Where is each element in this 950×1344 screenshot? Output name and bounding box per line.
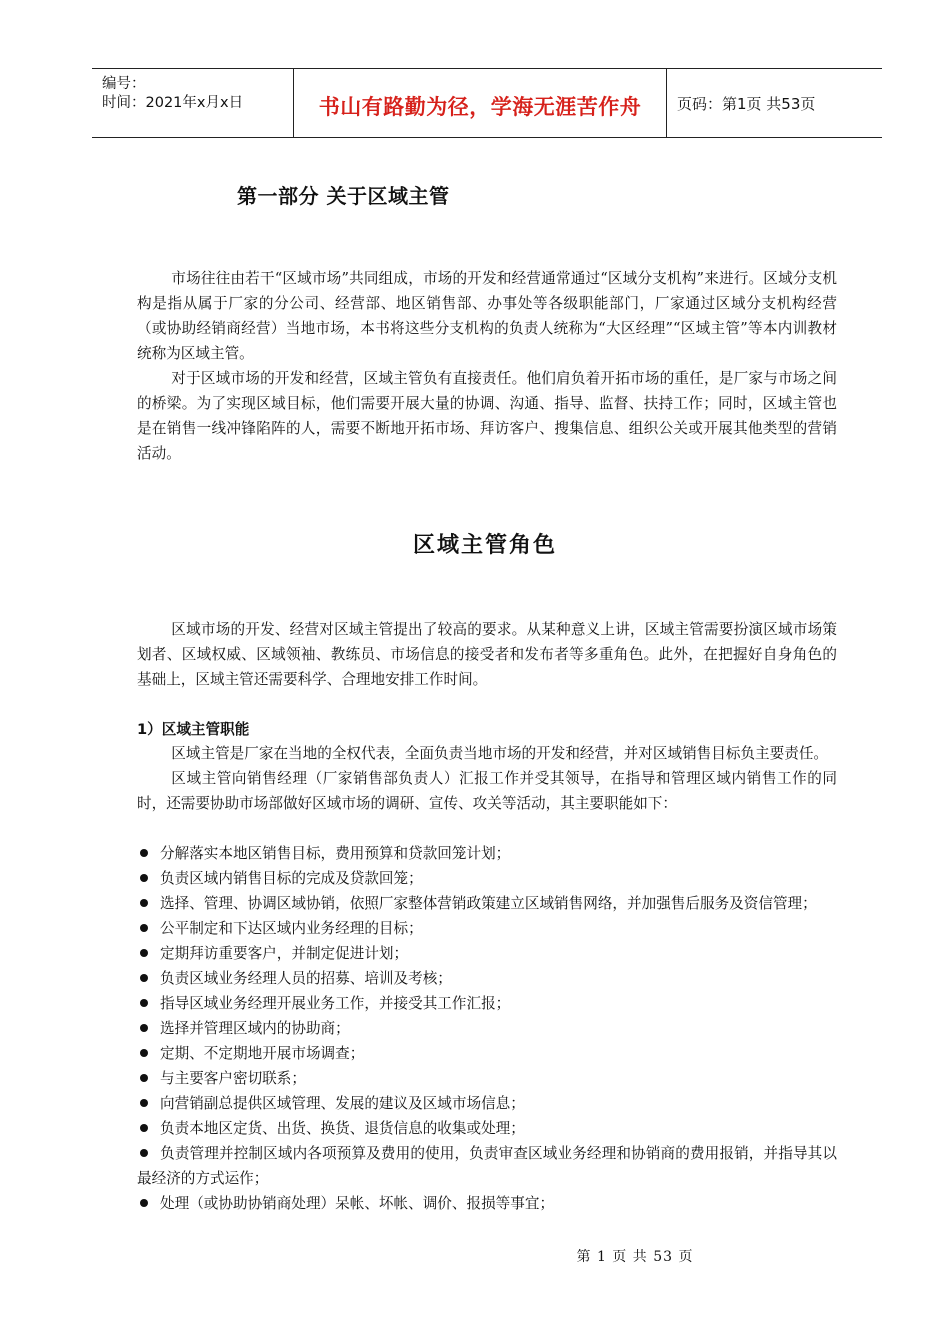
bullet-icon xyxy=(140,1199,148,1207)
bullet-icon xyxy=(140,1074,148,1082)
section-paragraph-1: 区域主管是厂家在当地的全权代表，全面负责当地市场的开发和经营，并对区域销售目标负主要责任。 xyxy=(171,745,829,762)
role-paragraph-1: 区域市场的开发、经营对区域主管提出了较高的要求。从某种意义上讲，区域主管需要扮演区域市场策划者、区域权威、区域领袖、教练员、市场信息的接受者和发布者等多重角色。此外，在把握好自身角色的基础上，区域主管还需要科学、合理地安排工作时间。 xyxy=(137,621,837,688)
header-page-cell xyxy=(667,69,882,137)
bullet-icon xyxy=(140,924,148,932)
bullet-icon xyxy=(140,1024,148,1032)
bullet-icon xyxy=(140,1124,148,1132)
intro-paragraph-2: 对于区域市场的开发和经营，区域主管负有直接责任。他们肩负着开拓市场的重任，是厂家与市场之间的桥梁。为了实现区域目标，他们需要开展大量的协调、沟通、指导、监督、扶持工作；同时，区域主管也是在销售一线冲锋陷阵的人，需要不断地开拓市场、拜访客户、搜集信息、组织公关或开展其他类型的营销活动。 xyxy=(137,370,837,462)
header-page-info: 页码：第1页 共53页 xyxy=(677,95,816,113)
section-text xyxy=(137,741,837,816)
document-time-label: 时间：2021年x月x日 xyxy=(102,95,244,111)
list-item: 定期、不定期地开展市场调查； xyxy=(137,1041,837,1066)
bullet-icon xyxy=(140,974,148,982)
bullet-icon xyxy=(140,1099,148,1107)
list-item: 选择、管理、协调区域协销，依照厂家整体营销政策建立区域销售网络，并加强售后服务及资信管理； xyxy=(137,891,837,916)
document-number-label: 编号： xyxy=(102,76,146,92)
list-item: 公平制定和下达区域内业务经理的目标； xyxy=(137,916,837,941)
list-item: 负责管理并控制区域内各项预算及费用的使用，负责审查区域业务经理和协销商的费用报销，并指导其以最经济的方式运作； xyxy=(137,1145,837,1187)
section-paragraph-2: 区域主管向销售经理（厂家销售部负责人）汇报工作并受其领导，在指导和管理区域内销售工作的同时，还需要协助市场部做好区域市场的调研、宣传、攻关等活动，其主要职能如下： xyxy=(137,770,837,812)
list-item: 指导区域业务经理开展业务工作，并接受其工作汇报； xyxy=(137,991,837,1016)
role-text xyxy=(137,617,837,692)
document-header xyxy=(92,68,882,138)
role-title: 区域主管角色 xyxy=(412,532,557,558)
intro-text xyxy=(137,266,837,466)
header-motto: 书山有路勤为径，学海无涯苦作舟 xyxy=(318,95,642,119)
bullet-icon xyxy=(140,1049,148,1057)
part-title: 第一部分 关于区域主管 xyxy=(237,184,450,208)
bullet-icon xyxy=(140,899,148,907)
list-item: 负责区域业务经理人员的招募、培训及考核； xyxy=(137,966,837,991)
list-item: 定期拜访重要客户，并制定促进计划； xyxy=(137,941,837,966)
header-motto-cell xyxy=(294,69,667,137)
header-meta-cell xyxy=(92,69,294,137)
duties-list xyxy=(137,841,837,1216)
list-item: 处理（或协助协销商处理）呆帐、坏帐、调价、报损等事宜； xyxy=(137,1191,837,1216)
bullet-icon xyxy=(140,999,148,1007)
bullet-icon xyxy=(140,949,148,957)
list-item: 向营销副总提供区域管理、发展的建议及区域市场信息； xyxy=(137,1091,837,1116)
list-item: 与主要客户密切联系； xyxy=(137,1066,837,1091)
list-item: 分解落实本地区销售目标，费用预算和贷款回笼计划； xyxy=(137,841,837,866)
list-item: 负责区域内销售目标的完成及贷款回笼； xyxy=(137,866,837,891)
bullet-icon xyxy=(140,874,148,882)
page-footer: 第 1 页 共 53 页 xyxy=(576,1249,694,1265)
list-item: 负责本地区定货、出货、换货、退货信息的收集或处理； xyxy=(137,1116,837,1141)
bullet-icon xyxy=(140,849,148,857)
intro-paragraph-1: 市场往往由若干“区域市场”共同组成，市场的开发和经营通常通过“区域分支机构”来进行。区域分支机构是指从属于厂家的分公司、经营部、地区销售部、办事处等各级职能部门，厂家通过区域分支机构经营（或协助经销商经营）当地市场，本书将这些分支机构的负责人统称为“大区经理”“区域主管”等本内训教材统称为区域主管。 xyxy=(137,270,837,362)
bullet-icon xyxy=(140,1149,148,1157)
section-title: 1）区域主管职能 xyxy=(137,721,250,738)
list-item: 选择并管理区域内的协助商； xyxy=(137,1016,837,1041)
